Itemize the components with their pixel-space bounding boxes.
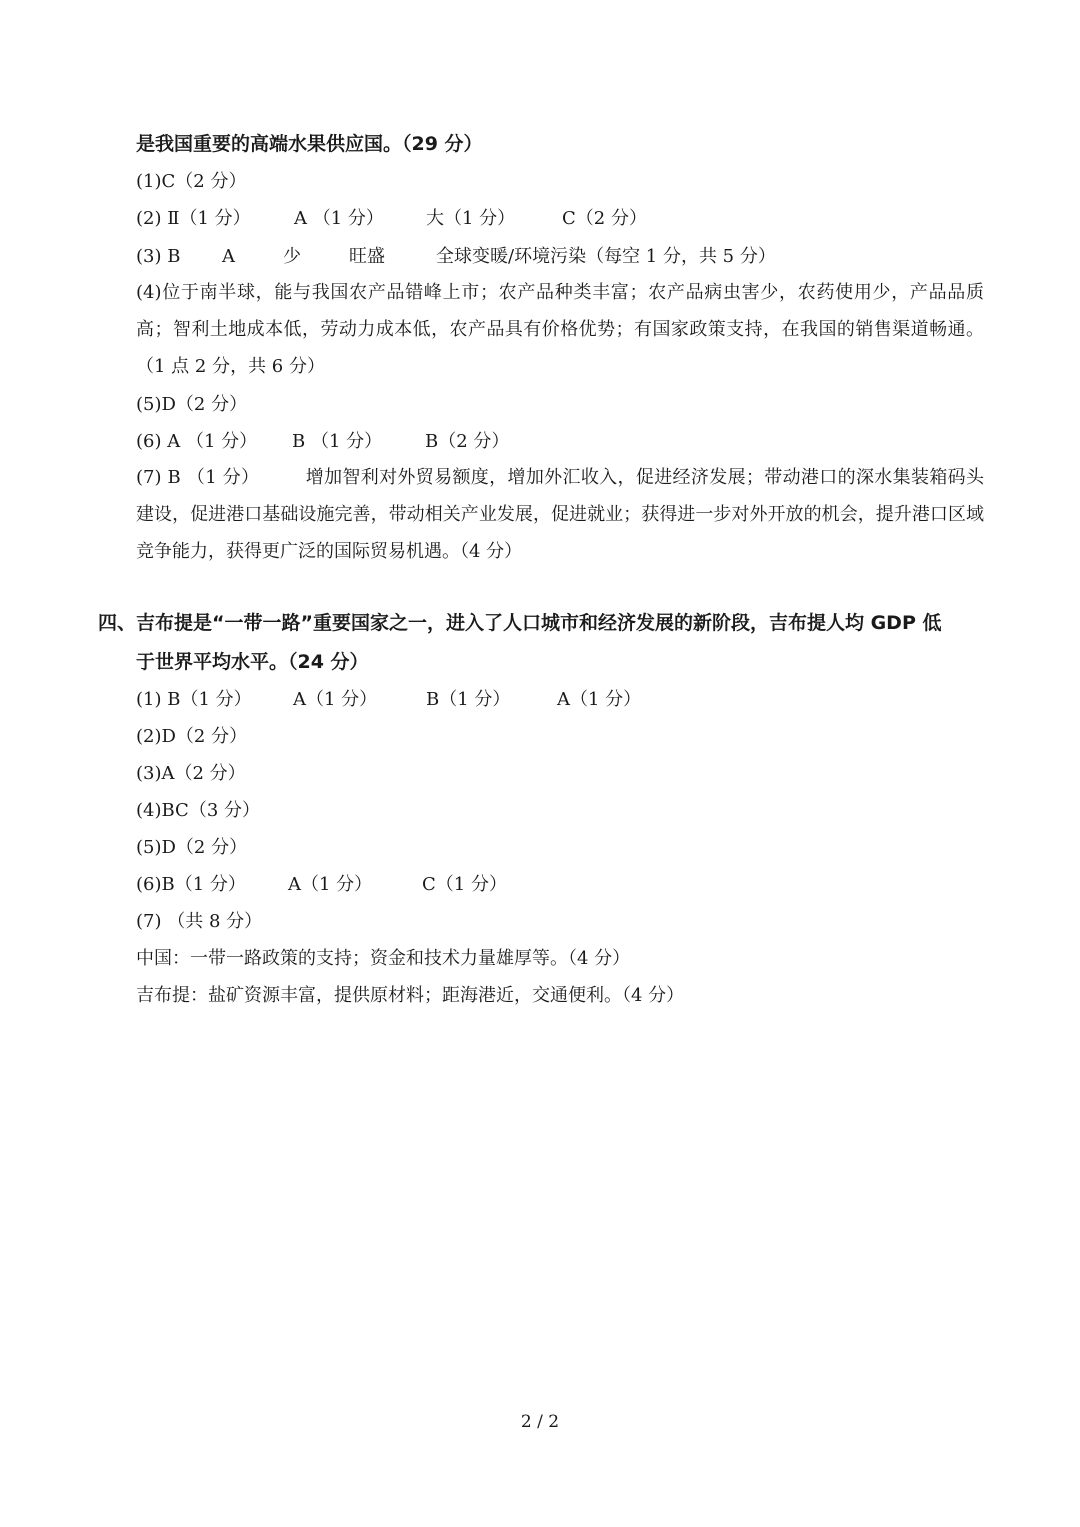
s3-answer-3-part: 全球变暖/环境污染（每空 1 分，共 5 分） — [436, 246, 776, 267]
s4-answer-1-part: A（1 分） — [557, 689, 642, 710]
s4-answer-1-part: A（1 分） — [293, 689, 378, 710]
s3-answer-3-part: 旺盛 — [349, 246, 385, 267]
s4-answer-7: (7) （共 8 分） — [136, 911, 263, 932]
s3-answer-7 — [136, 459, 984, 570]
s4-answer-5: (5)D（2 分） — [136, 837, 248, 858]
s4-answer-3: (3)A（2 分） — [136, 763, 246, 784]
s3-answer-5: (5)D（2 分） — [136, 394, 248, 415]
s4-answer-1-part: B（1 分） — [426, 689, 511, 710]
s4-answer-4: (4)BC（3 分） — [136, 800, 261, 821]
s3-answer-6-part: (6) A （1 分） — [136, 431, 258, 452]
s3-answer-6-part: B（2 分） — [425, 431, 510, 452]
s3-answer-6-part: B （1 分） — [292, 431, 383, 452]
s3-answer-7-text: 增加智利对外贸易额度，增加外汇收入，促进经济发展；带动港口的深水集装箱码头建设，促进港口基础设施完善，带动相关产业发展，促进就业；获得进一步对外开放的机会，提升港口区域竞争能力，获得更广泛的国际贸易机遇。（4 分） — [136, 467, 984, 562]
s3-answer-2-part: 大（1 分） — [426, 208, 516, 229]
section4-heading: 四、吉布提是“一带一路”重要国家之一，进入了人口城市和经济发展的新阶段，吉布提人均 GDP 低 — [98, 612, 942, 634]
s3-answer-3-part: 少 — [283, 246, 301, 267]
s3-answer-1: (1)C（2 分） — [136, 171, 247, 192]
s3-answer-3-part: (3) B — [136, 246, 181, 267]
s3-answer-4: (4)位于南半球，能与我国农产品错峰上市；农产品种类丰富；农产品病虫害少，农药使用少，产品品质高；智利土地成本低，劳动力成本低，农产品具有价格优势；有国家政策支持，在我国的销售渠道畅通。（1 点 2 分，共 6 分） — [136, 282, 984, 377]
s3-answer-2-part: A （1 分） — [294, 208, 384, 229]
page-number: 2 / 2 — [520, 1412, 560, 1432]
s4-answer-6-part: C（1 分） — [422, 874, 507, 895]
s3-answer-2-part: (2) Ⅱ（1 分） — [136, 208, 251, 229]
s4-answer-2: (2)D（2 分） — [136, 726, 248, 747]
s4-answer-7-djibouti: 吉布提：盐矿资源丰富，提供原材料；距海港近，交通便利。（4 分） — [136, 985, 685, 1006]
section4-heading-cont: 于世界平均水平。（24 分） — [136, 651, 369, 673]
s3-answer-7-lead: (7) B （1 分） — [136, 467, 260, 488]
section3-heading: 是我国重要的高端水果供应国。（29 分） — [136, 133, 483, 155]
s4-answer-1-part: (1) B（1 分） — [136, 689, 252, 710]
s4-answer-6-part: (6)B（1 分） — [136, 874, 246, 895]
s3-answer-2-part: C（2 分） — [562, 208, 647, 229]
s4-answer-7-china: 中国：一带一路政策的支持；资金和技术力量雄厚等。（4 分） — [136, 948, 631, 969]
s4-answer-6-part: A（1 分） — [288, 874, 373, 895]
s3-answer-3-part: A — [222, 246, 235, 267]
